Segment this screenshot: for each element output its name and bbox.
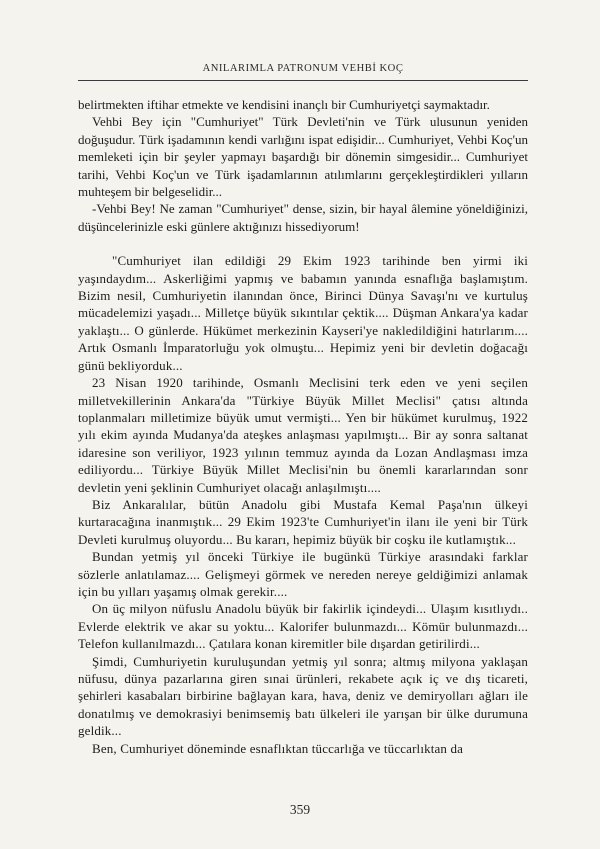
intro-paragraph-2: Vehbi Bey için "Cumhuriyet" Türk Devleti'nin ve Türk ulusunun yeniden doğuşudur. Türk işadamının kendi varlığını ispat edişidir... Cumhuriyet, Vehbi Koç'un memleketi için bir şeyler yapmayı başardığı bir dönemin simgesidir... Cumhuriyet tarihi, Vehbi Koç'un ve Türk işadamlarının atılımlarını gerçekleştirdikleri yılların muhteşem bir belgeselidir... <box>78 114 528 200</box>
answer-paragraph-1: "Cumhuriyet ilan edildiği 29 Ekim 1923 tarihinde ben yirmi iki yaşındaydım... Askerliğimi yapmış ve babamın yanında esnaflığa başlamıştım. Bizim nesil, Cumhuriyetin ilanından önce, Birinci Dünya Savaşı'nı ve kurtuluş mücadelemizi yaşadı... Milletçe büyük sıkıntılar çektik.... Düşman Ankara'ya kadar yaklaştı... O günlerde. Hükümet merkezinin Kayseri'ye nakledildiğini hatırlarım.... Artık Osmanlı İmparatorluğu yok olmuştu... Hepimiz yeni bir devletin doğacağı günü bekliyorduk... <box>78 253 528 373</box>
answer-section <box>78 252 528 757</box>
answer-paragraph-2: 23 Nisan 1920 tarihinde, Osmanlı Meclisini terk eden ve yeni seçilen milletvekillerinin Ankara'da "Türkiye Büyük Millet Meclisi" çatısı altında toplanmaları milletimize büyük umut vermişti... Yen bir hükümet kurulmuş, 1922 yılı ekim ayında Mudanya'da ateşkes anlaşması yapılmıştı... Bir ay sonra saltanat idaresine son veriliyor, 1923 yılının temmuz ayında da Lozan Andlaşması imza ediliyordu... Türkiye Büyük Millet Meclisi'nin bu önemli kararlarından sonr devletin yeni şeklinin Cumhuriyet olacağı anlaşılmıştı.... <box>78 375 528 495</box>
section-gap <box>78 235 528 252</box>
intro-paragraph-3: -Vehbi Bey! Ne zaman "Cumhuriyet" dense, sizin, bir hayal âlemine yöneldiğinizi, düşüncelerinizle eski günlere aktığınızı hissediyorum! <box>78 201 528 234</box>
page-number: 359 <box>289 802 311 817</box>
answer-paragraph-7: Ben, Cumhuriyet döneminde esnaflıktan tüccarlığa ve tüccarlıktan da <box>92 740 464 756</box>
answer-paragraph-4: Bundan yetmiş yıl önceki Türkiye ile bugünkü Türkiye arasındaki farklar sözlerle anlatılamaz.... Gelişmeyi görmek ve nereden nereye geldiğimizi anlamak için bu yılları yaşamış olmak gerekir.... <box>78 549 528 599</box>
answer-paragraph-3: Biz Ankaralılar, bütün Anadolu gibi Mustafa Kemal Paşa'nın ülkeyi kurtaracağına inanmıştık... 29 Ekim 1923'te Cumhuriyet'in ilanı ile yeni bir Türk Devleti kurulmuş oluyordu... Bu kararı, hepimiz büyük bir coşku ile kutlamıştık... <box>78 496 528 547</box>
answer-paragraph-5: On üç milyon nüfuslu Anadolu büyük bir fakirlik içindeydi... Ulaşım kısıtlıydı.. Evlerde elektrik ve akar su yoktu... Kalorifer bulunmazdı... Kömür bulunmazdı... Telefon kullanılmazdı... Çatılara konan kiremitler bile dışardan getirilirdi... <box>78 601 528 652</box>
intro-paragraph-1: belirtmekten iftihar etmekte ve kendisini inançlı bir Cumhuriyetçi saymaktadır. <box>78 97 490 112</box>
body-text <box>78 96 528 757</box>
answer-paragraph-6: Şimdi, Cumhuriyetin kuruluşundan yetmiş yıl sonra; altmış milyona yaklaşan nüfusu, dünya pazarlarına giren sınai ürünleri, rekabete açık iç ve dış ticareti, şehirleri kasabaları birbirine bağlayan kara, hava, deniz ve demiryolları ağları ile donatılmış ve demokrasiyi benimsemiş batı ülkeleri ile yarışan bir ülke durumuna geldik... <box>78 653 528 739</box>
header-rule <box>78 80 528 81</box>
running-head: ANILARIMLA PATRONUM VEHBİ KOÇ <box>202 63 404 74</box>
